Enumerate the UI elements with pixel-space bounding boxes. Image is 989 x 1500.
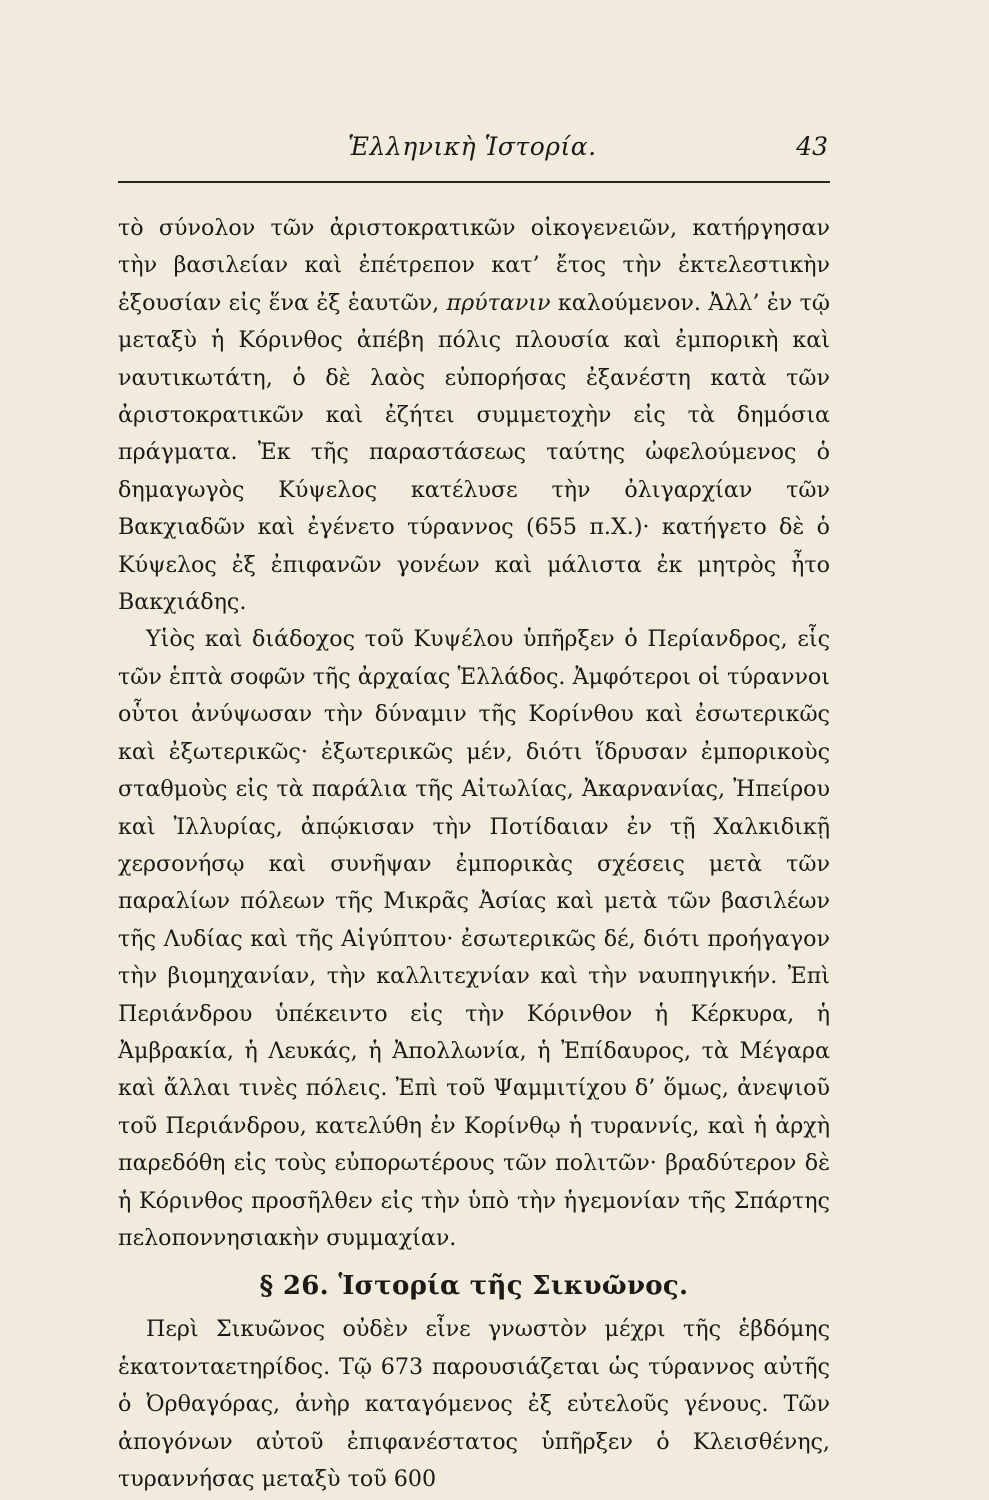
body-text <box>118 210 830 1498</box>
paragraph-1-part-1: τὸ σύνολον τῶν ἀριστοκρατικῶν οἰκογενειῶν, κατήργησαν τὴν βασιλείαν καὶ ἐπέτρεπον κατ’ ἔτος τὴν ἐκτελεστικὴν ἐξουσίαν εἰς ἕνα ἐξ ἑαυτῶν, <box>118 215 830 316</box>
section-heading <box>118 1265 830 1307</box>
running-head <box>118 130 828 170</box>
term-prytanis: πρύτανιν <box>446 289 551 316</box>
section-paragraph: Περὶ Σικυῶνος οὐδὲν εἶνε γνωστὸν μέχρι τῆς ἑβδόμης ἑκατονταετηρίδος. Τῷ 673 παρουσιάζεται ὡς τύραννος αὐτῆς ὁ Ὀρθαγόρας, ἀνὴρ καταγόμενος ἐξ εὐτελοῦς γένους. Τῶν ἀπογόνων αὐτοῦ ἐπιφανέστατος ὑπῆρξεν ὁ Κλεισθένης, τυραννήσας μεταξὺ τοῦ 600 <box>118 1316 830 1492</box>
header-rule <box>118 181 830 183</box>
paragraph-1 <box>118 210 830 621</box>
paragraph-2: Υἱὸς καὶ διάδοχος τοῦ Κυψέλου ὑπῆρξεν ὁ Περίανδρος, εἷς τῶν ἑπτὰ σοφῶν τῆς ἀρχαίας Ἑλλάδος. Ἀμφότεροι οἱ τύραννοι οὗτοι ἀνύψωσαν τὴν δύναμιν τῆς Κορίνθου καὶ ἐσωτερικῶς καὶ ἐξωτερικῶς· ἐξωτερικῶς μέν, διότι ἵδρυσαν ἐμπορικοὺς σταθμοὺς εἰς τὰ παράλια τῆς Αἰτωλίας, Ἀκαρνανίας, Ἠπείρου καὶ Ἰλλυρίας, ἀπῴκισαν τὴν Ποτίδαιαν ἐν τῇ Χαλκιδικῇ χερσονήσῳ καὶ συνῆψαν ἐμπορικὰς σχέσεις μετὰ τῶν παραλίων πόλεων τῆς Μικρᾶς Ἀσίας καὶ μετὰ τῶν βασιλέων τῆς Λυδίας καὶ τῆς Αἰγύπτου· ἐσωτερικῶς δέ, διότι προήγαγον τὴν βιομηχανίαν, τὴν καλλιτεχνίαν καὶ τὴν ναυπηγικήν. Ἐπὶ Περιάνδρου ὑπέκειντο εἰς τὴν Κόρινθον ἡ Κέρκυρα, ἡ Ἀμβρακία, ἡ Λευκάς, ἡ Ἀπολλωνία, ἡ Ἐπίδαυρος, τὰ Μέγαρα καὶ ἄλλαι τινὲς πόλεις. Ἐπὶ τοῦ Ψαμμιτίχου δ’ ὅμως, ἀνεψιοῦ τοῦ Περιάνδρου, κατελύθη ἐν Κορίνθῳ ἡ τυραννίς, καὶ ἡ ἀρχὴ παρεδόθη εἰς τοὺς εὐπορωτέρους τῶν πολιτῶν· βραδύτερον δὲ ἡ Κόρινθος προσῆλθεν εἰς τὴν ὑπὸ τὴν ἡγεμονίαν τῆς Σπάρτης πελοποννησιακὴν συμμαχίαν. <box>118 626 830 1251</box>
page-number: 43 <box>796 132 828 161</box>
paragraph-1-part-2: καλούμενον. Ἀλλ’ ἐν τῷ μεταξὺ ἡ Κόρινθος ἀπέβη πόλις πλουσία καὶ ἐμπορικὴ καὶ ναυτικωτάτη, ὁ δὲ λαὸς εὐπορήσας ἐξανέστη κατὰ τῶν ἀριστοκρατικῶν καὶ ἐζήτει συμμετοχὴν εἰς τὰ δημόσια πράγματα. Ἐκ τῆς παραστάσεως ταύτης ὠφελούμενος ὁ δημαγωγὸς Κύψελος κατέλυσε τὴν ὀλιγαρχίαν τῶν Βακχιαδῶν καὶ ἐγένετο τύραννος (655 π.Χ.)· κατήγετο δὲ ὁ Κύψελος ἐξ ἐπιφανῶν γονέων καὶ μάλιστα ἐκ μητρὸς ἦτο Βακχιάδης. <box>118 289 830 616</box>
section-title: Ἱστορία τῆς Σικυῶνος. <box>338 1271 689 1302</box>
section-number: § 26. <box>259 1271 329 1302</box>
running-title: Ἑλληνικὴ Ἱστορία. <box>348 132 597 161</box>
